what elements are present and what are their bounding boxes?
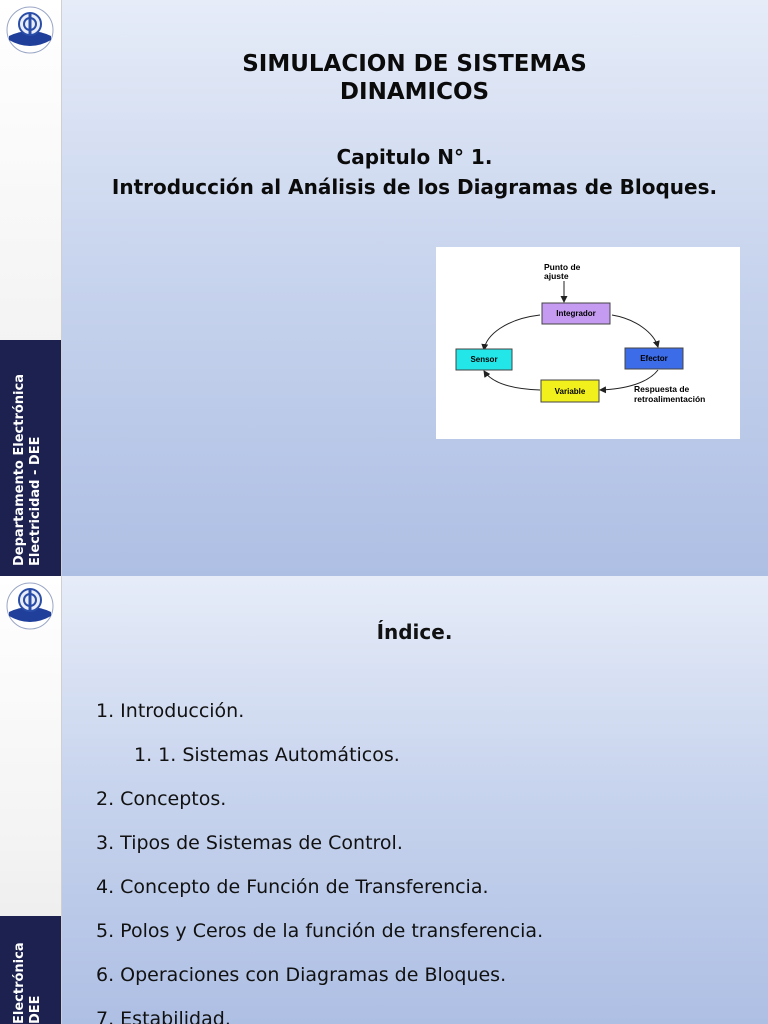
control-loop-diagram [436,247,740,439]
department-line1: Electrónica [12,942,27,1024]
chapter-number: Capitulo N° 1. [336,145,493,169]
variable-label: Variable [554,387,586,396]
course-title [61,50,768,106]
toc-item: 7. Estabilidad. [96,1008,231,1024]
index-slide [0,576,768,1024]
feedback-label-2: retroalimentación [634,394,706,404]
course-title-line1: SIMULACION DE SISTEMAS [242,51,587,77]
course-title-line2: DINAMICOS [339,79,490,105]
toc-item: 4. Concepto de Función de Transferencia. [96,876,489,898]
university-logo-icon [6,6,54,54]
department-line2: DEE [28,995,43,1024]
toc-item: 3. Tipos de Sistemas de Control. [96,832,403,854]
sidebar [0,576,62,1024]
toc-item: 5. Polos y Ceros de la función de transferencia. [96,920,544,942]
arrow-integrador-to-efector [612,315,658,347]
toc-item: 1. Introducción. [96,700,245,722]
sensor-label: Sensor [470,355,498,364]
department-label [12,942,44,1024]
arrow-integrador-to-sensor [484,315,540,350]
department-line2: Electricidad - DEE [28,436,43,566]
department-line1: Departamento Electrónica [12,374,27,566]
toc-subitem: 1. 1. Sistemas Automáticos. [134,744,400,766]
efector-label: Efector [640,354,668,363]
feedback-label-1: Respuesta de [634,384,690,394]
university-logo-icon [6,582,54,630]
chapter-heading [61,142,768,202]
arrow-variable-to-sensor [484,371,540,390]
toc-item: 2. Conceptos. [96,788,227,810]
setpoint-label-1: Punto de [544,262,581,272]
department-label [12,374,44,566]
integrador-label: Integrador [556,309,596,318]
chapter-subtitle: Introducción al Análisis de los Diagramas de Bloques. [111,175,718,199]
sidebar [0,0,62,576]
toc-item: 6. Operaciones con Diagramas de Bloques. [96,964,507,986]
setpoint-label-2: ajuste [544,271,569,281]
index-title: Índice. [376,620,453,644]
